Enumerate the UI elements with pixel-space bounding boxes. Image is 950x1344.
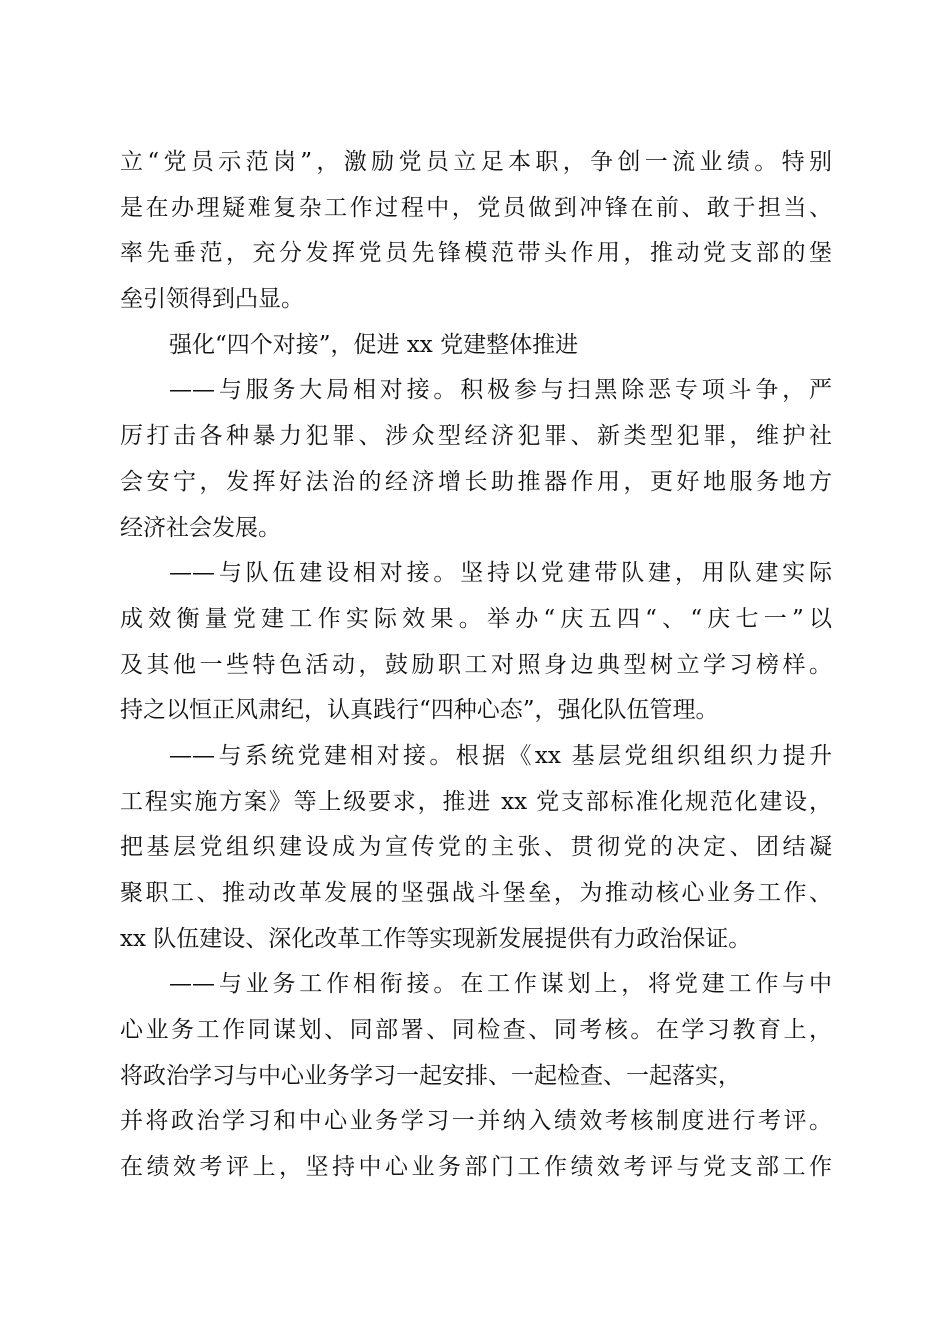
text-line: 垒引领得到凸显。 — [120, 286, 304, 313]
text-line: 持之以恒正风肃纪，认真践行“四种心态”，强化队伍管理。 — [120, 697, 719, 724]
text-line: 及其他一些特色活动，鼓励职工对照身边典型树立学习榜样。 — [120, 651, 832, 678]
text-line: 是在办理疑难复杂工作过程中，党员做到冲锋在前、敢于担当、 — [120, 194, 832, 221]
text-line: 聚职工、推动改革发展的坚强战斗堡垒，为推动核心业务工作、 — [120, 880, 832, 906]
text-line: ——与业务工作相衔接。在工作谋划上，将党建工作与中 — [169, 971, 832, 998]
document-body — [120, 140, 832, 1191]
text-line: 经济社会发展。 — [120, 514, 281, 541]
text-line: 并将政治学习和中心业务学习一并纳入绩效考核制度进行考评。 — [120, 1108, 832, 1135]
text-line: xx 队伍建设、深化改革工作等实现新发展提供有力政治保证。 — [120, 925, 752, 952]
text-line: 工程实施方案》等上级要求，推进 xx 党支部标准化规范化建设， — [120, 788, 832, 815]
text-line: 成效衡量党建工作实际效果。举办“庆五四“、“庆七一”以 — [120, 605, 832, 632]
text-line: 心业务工作同谋划、同部署、同检查、同考核。在学习教育上， — [120, 1017, 832, 1044]
text-line: 将政治学习与中心业务学习一起安排、一起检查、一起落实， — [120, 1062, 741, 1089]
text-line: 把基层党组织建设成为宣传党的主张、贯彻党的决定、团结凝 — [120, 834, 832, 861]
section-heading: 强化“四个对接”，促进 xx 党建整体推进 — [169, 331, 579, 358]
text-line: 会安宁，发挥好法治的经济增长助推器作用，更好地服务地方 — [120, 468, 832, 495]
text-line: 在绩效考评上，坚持中心业务部门工作绩效考评与党支部工作 — [120, 1154, 832, 1181]
text-line: ——与队伍建设相对接。坚持以党建带队建，用队建实际 — [169, 560, 832, 587]
text-line: ——与服务大局相对接。积极参与扫黑除恶专项斗争，严 — [169, 377, 832, 404]
text-line: 立“党员示范岗”，激励党员立足本职，争创一流业绩。特别 — [120, 149, 832, 175]
text-line: 率先垂范，充分发挥党员先锋模范带头作用，推动党支部的堡 — [120, 240, 832, 267]
text-line: ——与系统党建相对接。根据《xx 基层党组织组织力提升 — [169, 742, 832, 769]
text-line: 厉打击各种暴力犯罪、涉众型经济犯罪、新类型犯罪，维护社 — [120, 423, 832, 450]
